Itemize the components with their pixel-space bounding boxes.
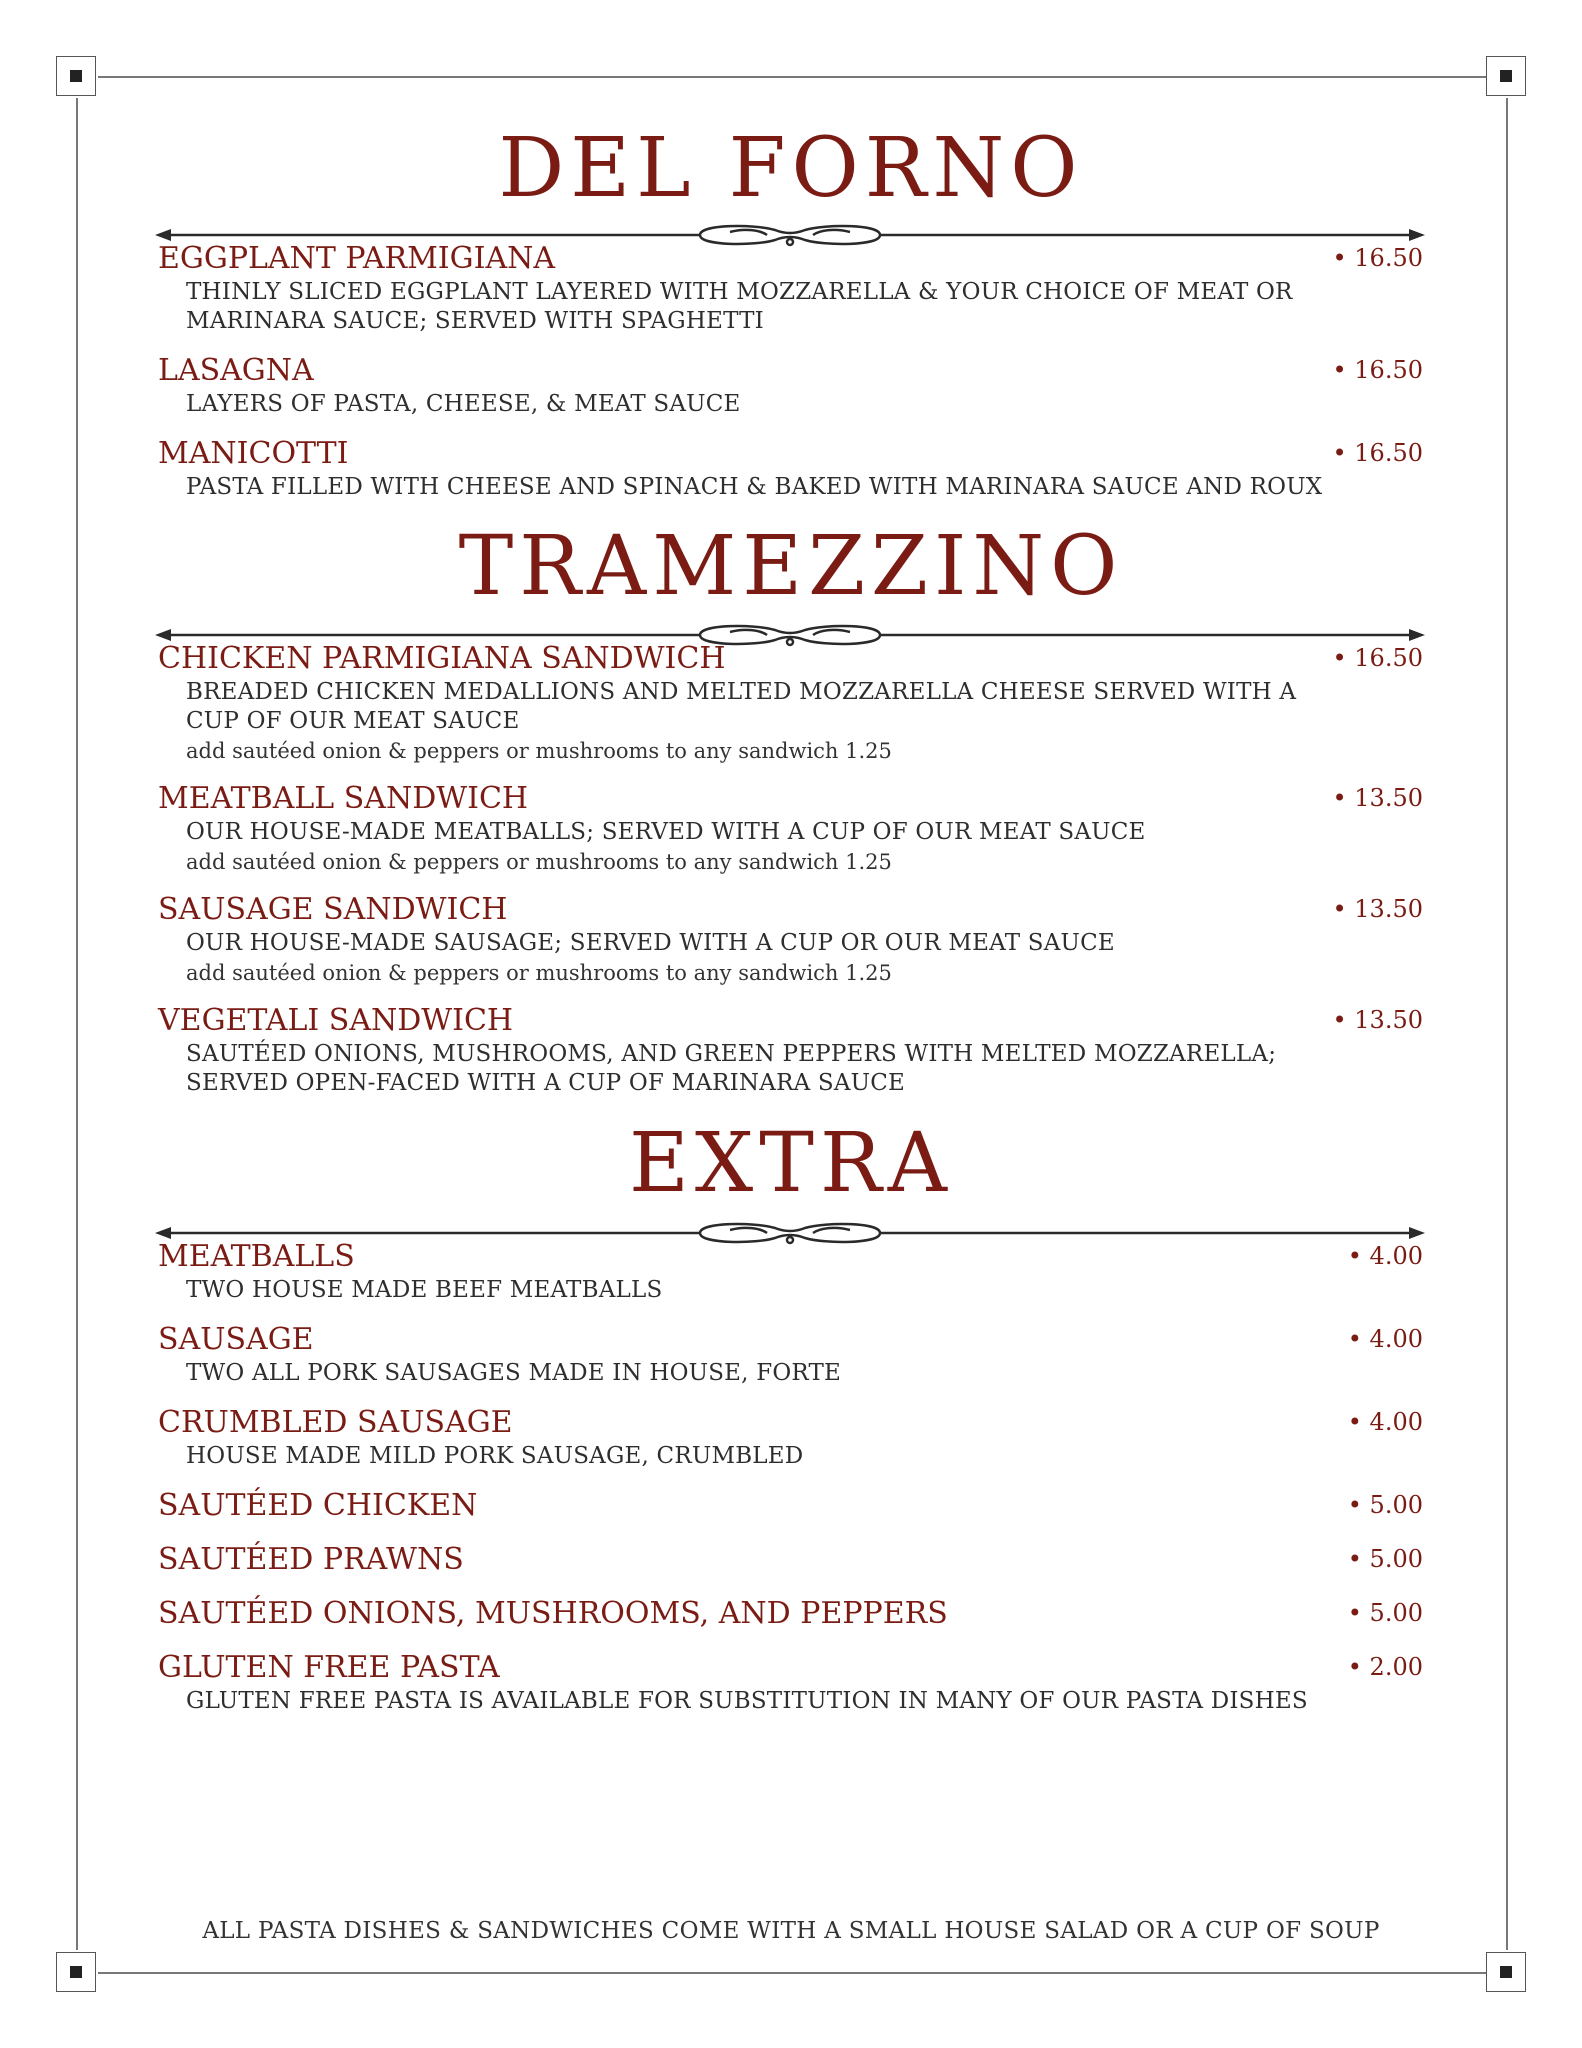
item-description: LAYERS OF PASTA, CHEESE, & MEAT SAUCE bbox=[186, 391, 741, 417]
menu-item bbox=[158, 1004, 1423, 1098]
item-price: • 13.50 bbox=[1332, 1006, 1423, 1034]
item-note: add sautéed onion & peppers or mushrooms to any sandwich 1.25 bbox=[186, 961, 892, 985]
item-description: THINLY SLICED EGGPLANT LAYERED WITH MOZZARELLA & YOUR CHOICE OF MEAT OR MARINARA SAUCE; SERVED WITH SPAGHETTI bbox=[186, 279, 1293, 334]
item-price: • 13.50 bbox=[1332, 784, 1423, 812]
item-price: • 2.00 bbox=[1347, 1653, 1423, 1681]
item-name: SAUSAGE SANDWICH bbox=[158, 892, 508, 927]
menu-item bbox=[158, 1489, 1423, 1523]
menu-item bbox=[158, 354, 1423, 419]
corner-ornament-bottom-right bbox=[1486, 1952, 1526, 1992]
menu-item bbox=[158, 893, 1423, 987]
item-price: • 5.00 bbox=[1347, 1491, 1423, 1519]
item-note: add sautéed onion & peppers or mushrooms to any sandwich 1.25 bbox=[186, 850, 892, 874]
menu-item bbox=[158, 242, 1423, 336]
item-name: CRUMBLED SAUSAGE bbox=[158, 1405, 513, 1440]
item-name: MEATBALL SANDWICH bbox=[158, 781, 529, 816]
item-note: add sautéed onion & peppers or mushrooms to any sandwich 1.25 bbox=[186, 739, 892, 763]
item-price: • 4.00 bbox=[1347, 1242, 1423, 1270]
item-name: MEATBALLS bbox=[158, 1239, 355, 1274]
item-name: GLUTEN FREE PASTA bbox=[158, 1650, 500, 1685]
menu-item bbox=[158, 1240, 1423, 1305]
item-description: SAUTÉED ONIONS, MUSHROOMS, AND GREEN PEPPERS WITH MELTED MOZZARELLA; SERVED OPEN-FACED WITH A CUP OF MARINARA SAUCE bbox=[186, 1041, 1277, 1096]
menu-item bbox=[158, 642, 1423, 765]
frame-right bbox=[1506, 98, 1508, 1950]
item-description: OUR HOUSE-MADE SAUSAGE; SERVED WITH A CUP OR OUR MEAT SAUCE bbox=[186, 930, 1115, 956]
menu-item bbox=[158, 1543, 1423, 1577]
item-price: • 16.50 bbox=[1332, 644, 1423, 672]
item-name: MANICOTTI bbox=[158, 436, 349, 471]
item-name: SAUSAGE bbox=[158, 1322, 314, 1357]
menu-item bbox=[158, 1597, 1423, 1631]
item-price: • 13.50 bbox=[1332, 895, 1423, 923]
corner-ornament-bottom-left bbox=[56, 1952, 96, 1992]
frame-left bbox=[76, 98, 78, 1950]
item-price: • 16.50 bbox=[1332, 439, 1423, 467]
item-description: BREADED CHICKEN MEDALLIONS AND MELTED MOZZARELLA CHEESE SERVED WITH A CUP OF OUR MEAT SAUCE bbox=[186, 679, 1297, 734]
item-name: EGGPLANT PARMIGIANA bbox=[158, 241, 556, 276]
item-description: TWO ALL PORK SAUSAGES MADE IN HOUSE, FORTE bbox=[186, 1360, 842, 1386]
item-description: OUR HOUSE-MADE MEATBALLS; SERVED WITH A CUP OF OUR MEAT SAUCE bbox=[186, 819, 1146, 845]
section-title-extra: EXTRA bbox=[629, 1116, 953, 1211]
section-title-tramezzino: TRAMEZZINO bbox=[458, 519, 1124, 614]
item-name: LASAGNA bbox=[158, 353, 314, 388]
menu-item bbox=[158, 1406, 1423, 1471]
item-price: • 5.00 bbox=[1347, 1599, 1423, 1627]
menu-item bbox=[158, 1323, 1423, 1388]
item-price: • 16.50 bbox=[1332, 356, 1423, 384]
frame-top bbox=[98, 76, 1486, 78]
footer-note: ALL PASTA DISHES & SANDWICHES COME WITH A SMALL HOUSE SALAD OR A CUP OF SOUP bbox=[202, 1918, 1380, 1944]
item-price: • 4.00 bbox=[1347, 1408, 1423, 1436]
menu-item bbox=[158, 1651, 1423, 1716]
frame-bottom bbox=[98, 1972, 1486, 1974]
item-price: • 16.50 bbox=[1332, 244, 1423, 272]
item-name: CHICKEN PARMIGIANA SANDWICH bbox=[158, 641, 726, 676]
section-title-del-forno: DEL FORNO bbox=[498, 121, 1084, 216]
corner-ornament-top-right bbox=[1486, 56, 1526, 96]
item-description: PASTA FILLED WITH CHEESE AND SPINACH & BAKED WITH MARINARA SAUCE AND ROUX bbox=[186, 474, 1323, 500]
menu-item bbox=[158, 437, 1423, 502]
item-name: SAUTÉED PRAWNS bbox=[158, 1542, 464, 1577]
item-description: HOUSE MADE MILD PORK SAUSAGE, CRUMBLED bbox=[186, 1443, 804, 1469]
item-price: • 4.00 bbox=[1347, 1325, 1423, 1353]
item-description: TWO HOUSE MADE BEEF MEATBALLS bbox=[186, 1277, 663, 1303]
menu-item bbox=[158, 782, 1423, 876]
item-name: SAUTÉED ONIONS, MUSHROOMS, AND PEPPERS bbox=[158, 1596, 948, 1631]
item-description: GLUTEN FREE PASTA IS AVAILABLE FOR SUBSTITUTION IN MANY OF OUR PASTA DISHES bbox=[186, 1688, 1308, 1714]
corner-ornament-top-left bbox=[56, 56, 96, 96]
item-price: • 5.00 bbox=[1347, 1545, 1423, 1573]
item-name: SAUTÉED CHICKEN bbox=[158, 1488, 478, 1523]
item-name: VEGETALI SANDWICH bbox=[158, 1003, 514, 1038]
